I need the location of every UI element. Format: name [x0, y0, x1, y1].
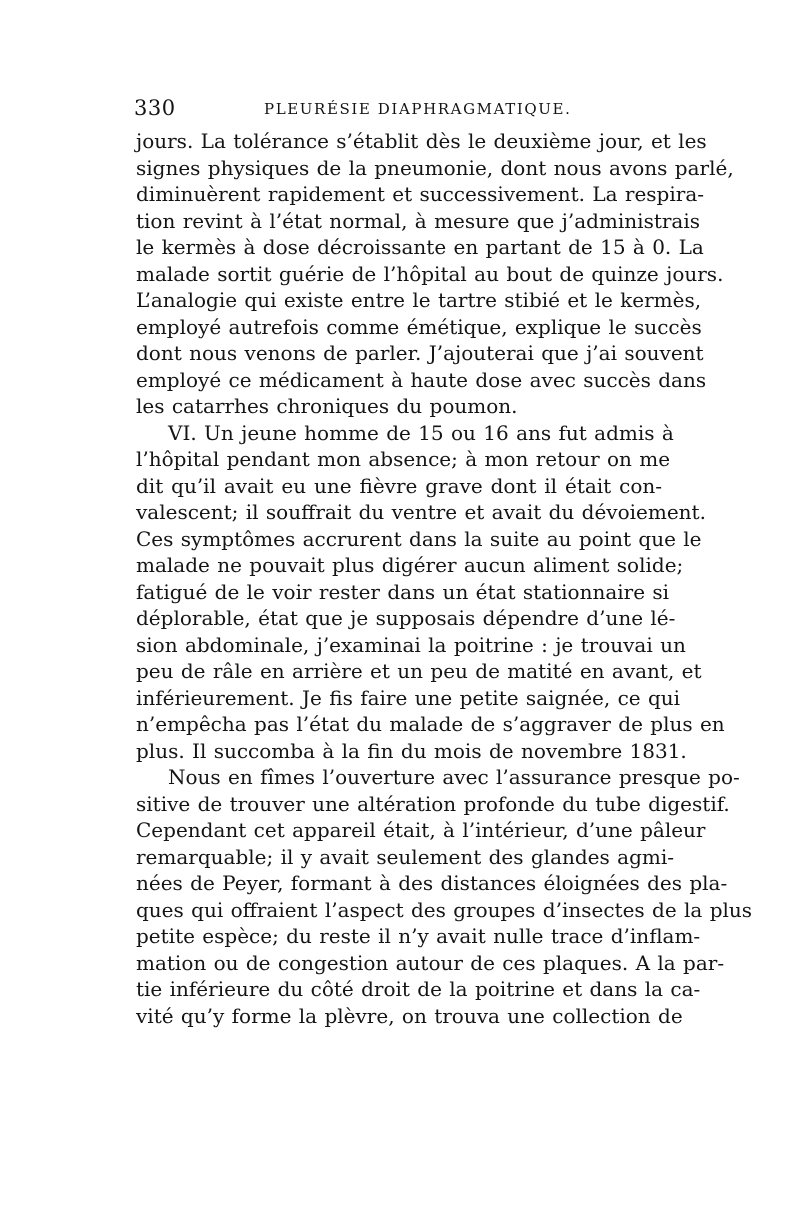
page-header [134, 96, 669, 122]
text-line: le kermès à dose décroissante en partant de 15 à 0. La [136, 235, 704, 259]
text-line: petite espèce; du reste il n’y avait nulle trace d’inflam- [136, 924, 701, 948]
text-line: Ces symptômes accrurent dans la suite au point que le [136, 526, 702, 551]
text-line: tion revint à l’état normal, à mesure que j’administrais [136, 208, 701, 233]
text-line: diminuèrent rapidement et successivement. La respira- [136, 182, 704, 206]
text-line: Cependant cet appareil était, à l’intérieur, d’une pâleur [136, 818, 706, 842]
text-line: jours. La tolérance s’établit dès le deuxième jour, et les [136, 129, 707, 153]
text-line: l’hôpital pendant mon absence; à mon retour on me [136, 447, 671, 471]
text-line: peu de râle en arrière et un peu de matité en avant, et [136, 659, 702, 683]
text-line: nées de Peyer, formant à des distances éloignées des pla- [136, 871, 728, 895]
text-line: fatigué de le voir rester dans un état stationnaire si [136, 579, 670, 604]
text-line: sitive de trouver une altération profonde du tube digestif. [136, 791, 730, 816]
text-line: déplorable, état que je supposais dépendre d’une lé- [136, 606, 676, 630]
text-line: mation ou de congestion autour de ces plaques. A la par- [136, 950, 725, 975]
text-line: dit qu’il avait eu une fièvre grave dont il était con- [136, 473, 662, 498]
text-line: L’analogie qui existe entre le tartre stibié et le kermès, [136, 288, 702, 312]
text-line: vité qu’y forme la plèvre, on trouva une collection de [136, 1003, 683, 1028]
text-line: VI. Un jeune homme de 15 ou 16 ans fut admis à [168, 420, 674, 445]
text-line: malade ne pouvait plus digérer aucun aliment solide; [136, 553, 684, 577]
text-line: remarquable; il y avait seulement des glandes agmi- [136, 844, 674, 869]
text-line: plus. Il succomba à la fin du mois de novembre 1831. [136, 738, 687, 763]
text-line: dont nous venons de parler. J’ajouterai que j’ai souvent [136, 341, 704, 365]
text-line: employé autrefois comme émétique, explique le succès [136, 314, 702, 339]
text-line: sion abdominale, j’examinai la poitrine : je trouvai un [136, 632, 686, 657]
text-line: valescent; il souffrait du ventre et avait du dévoiement. [136, 500, 706, 524]
text-line: ques qui offraient l’aspect des groupes d’insectes de la plus [136, 897, 753, 922]
text-line: malade sortit guérie de l’hôpital au bout de quinze jours. [136, 261, 724, 286]
text-line: inférieurement. Je fis faire une petite saignée, ce qui [136, 685, 681, 710]
text-line: n’empêcha pas l’état du malade de s’aggraver de plus en [136, 712, 725, 736]
text-line: employé ce médicament à haute dose avec succès dans [136, 367, 707, 392]
page-number: 330 [134, 96, 176, 120]
text-line: les catarrhes chroniques du poumon. [136, 394, 518, 418]
body-text [136, 128, 753, 1029]
text-line: signes physiques de la pneumonie, dont nous avons parlé, [136, 155, 734, 180]
running-head: PLEURÉSIE DIAPHRAGMATIQUE. [264, 100, 572, 118]
text-line: Nous en fîmes l’ouverture avec l’assurance presque po- [168, 765, 740, 789]
text-line: tie inférieure du côté droit de la poitrine et dans la ca- [136, 977, 701, 1001]
